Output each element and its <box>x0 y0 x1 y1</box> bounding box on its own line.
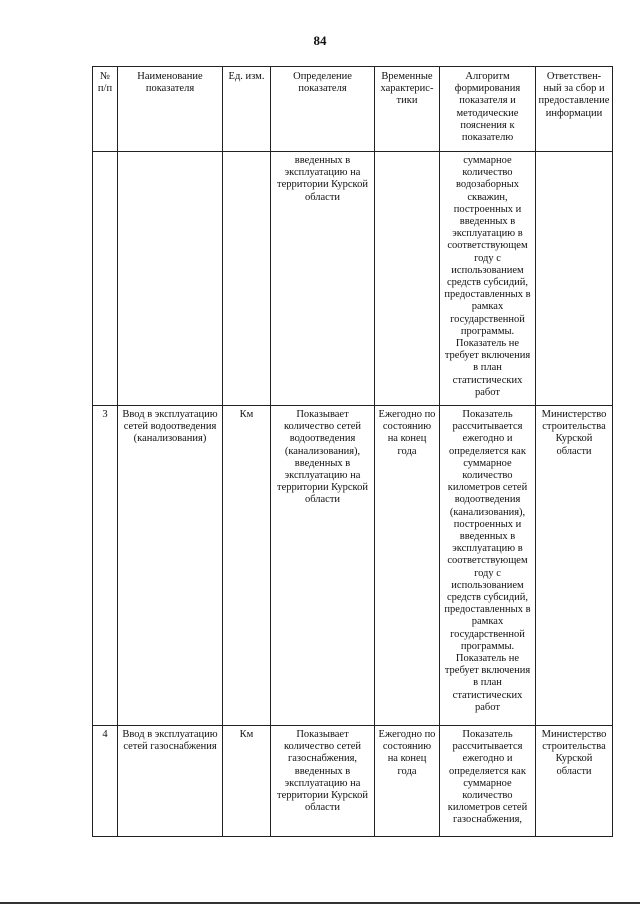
cell-num <box>93 152 118 406</box>
cell-name <box>118 152 223 406</box>
cell-definition: Показывает количество сетей водоотведения (канализования), введенных в эксплуатацию на территории Курской области <box>271 406 375 726</box>
page-number: 84 <box>313 33 327 48</box>
cell-unit: Км <box>223 406 271 726</box>
cell-timing: Ежегодно по состоянию на конец года <box>375 406 440 726</box>
header-timing: Временные характерис-тики <box>375 67 440 152</box>
table-row <box>93 152 613 406</box>
bottom-edge-line <box>0 902 640 904</box>
cell-definition: введенных в эксплуатацию на территории Курской области <box>271 152 375 406</box>
header-algorithm: Алгоритм формирования показателя и методические пояснения к показателю <box>440 67 536 152</box>
cell-algorithm: Показатель рассчитывается ежегодно и определяется как суммарное количество километров сетей водоотведения (канализования), построенных и введенных в эксплуатацию в соответствующем году с использованием средств субсидий, предоставленных в рамках государственной программы. Показатель не требует включения в план статистических работ <box>440 406 536 726</box>
header-unit: Ед. изм. <box>223 67 271 152</box>
table-row <box>93 406 613 726</box>
table-header-row <box>93 67 613 152</box>
cell-num: 3 <box>93 406 118 726</box>
cell-unit: Км <box>223 726 271 837</box>
indicators-table <box>92 66 613 837</box>
header-responsible: Ответствен-ный за сбор и предоставление информации <box>536 67 613 152</box>
cell-timing <box>375 152 440 406</box>
cell-definition: Показывает количество сетей газоснабжения, введенных в эксплуатацию на территории Курской области <box>271 726 375 837</box>
cell-unit <box>223 152 271 406</box>
header-name: Наименование показателя <box>118 67 223 152</box>
cell-name: Ввод в эксплуатацию сетей водоотведения (канализования) <box>118 406 223 726</box>
cell-algorithm: Показатель рассчитывается ежегодно и определяется как суммарное количество километров сетей газоснабжения, <box>440 726 536 837</box>
cell-algorithm: суммарное количество водозаборных скважин, построенных и введенных в эксплуатацию в соответствующем году с использованием средств субсидий, предоставленных в рамках государственной программы. Показатель не требует включения в план статистических работ <box>440 152 536 406</box>
cell-num: 4 <box>93 726 118 837</box>
cell-responsible: Министерство строительства Курской области <box>536 726 613 837</box>
header-num: № п/п <box>93 67 118 152</box>
cell-name: Ввод в эксплуатацию сетей газоснабжения <box>118 726 223 837</box>
table-row <box>93 726 613 837</box>
cell-responsible: Министерство строительства Курской области <box>536 406 613 726</box>
header-definition: Определение показателя <box>271 67 375 152</box>
cell-responsible <box>536 152 613 406</box>
cell-timing: Ежегодно по состоянию на конец года <box>375 726 440 837</box>
